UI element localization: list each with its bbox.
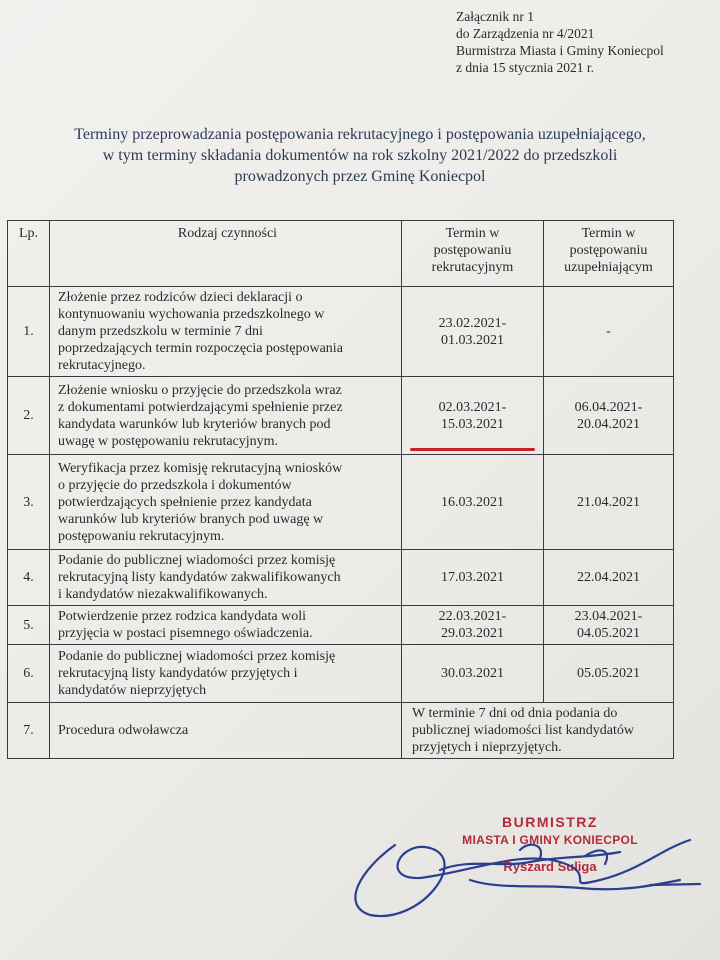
- term-line: publicznej wiadomości list kandydatów: [412, 723, 635, 738]
- table-row: [8, 287, 674, 377]
- row-term-recruitment: [402, 606, 544, 645]
- row-term-supplementary: [544, 455, 674, 550]
- stamp-name: Ryszard Suliga: [503, 859, 597, 874]
- row-activity: [50, 703, 402, 759]
- activity-line: warunków lub kryteriów branych pod uwagę w: [58, 511, 324, 527]
- row-term-recruitment: [402, 645, 544, 703]
- row-number: 1.: [8, 287, 50, 377]
- term-line: 23.04.2021-: [574, 609, 643, 624]
- term-line: przyjętych i nieprzyjętych.: [412, 740, 562, 755]
- term-line: -: [606, 324, 611, 339]
- attachment-note: [456, 8, 664, 76]
- row-number: 5.: [8, 606, 50, 645]
- header-lp: Lp.: [8, 221, 50, 287]
- title-line-2: w tym terminy składania dokumentów na rok szkolny 2021/2022 do przedszkoli: [102, 147, 618, 164]
- activity-line: z dokumentami potwierdzającymi spełnienie przez: [58, 399, 343, 415]
- activity-line: i kandydatów niezakwalifikowanych.: [58, 587, 268, 602]
- activity-line: postępowaniu rekrutacyjnym.: [58, 528, 225, 544]
- stamp-title: BURMISTRZ: [502, 814, 598, 830]
- activity-line: Potwierdzenie przez rodzica kandydata woli: [58, 609, 307, 624]
- table-row: [8, 455, 674, 550]
- stamp-subtitle: MIASTA I GMINY KONIECPOL: [462, 833, 638, 847]
- row-activity: [50, 287, 402, 377]
- row-number: 6.: [8, 645, 50, 703]
- row-term-supplementary: [544, 550, 674, 606]
- activity-line: kandydatów nieprzyjętych: [58, 683, 207, 698]
- row-activity: [50, 550, 402, 606]
- attachment-line-1: Załącznik nr 1: [456, 9, 534, 24]
- row-activity: [50, 455, 402, 550]
- header-activity: Rodzaj czynności: [50, 221, 402, 287]
- activity-line: Podanie do publicznej wiadomości przez komisję: [58, 649, 336, 664]
- row-term-merged: [402, 703, 674, 759]
- term-line: 05.05.2021: [577, 666, 640, 681]
- table-row: [8, 606, 674, 645]
- title-line-3: prowadzonych przez Gminę Koniecpol: [234, 168, 486, 185]
- row-term-recruitment: [402, 550, 544, 606]
- header-term2-line: Termin w: [581, 226, 636, 241]
- activity-line: o przyjęcie do przedszkola i dokumentów: [58, 477, 292, 493]
- activity-line: kandydata warunków lub kryteriów branych pod: [58, 416, 331, 432]
- term-line: 16.03.2021: [441, 494, 504, 510]
- row-number: 3.: [8, 455, 50, 550]
- red-highlight-underline: [410, 448, 535, 451]
- table-header-row: [8, 221, 674, 287]
- row-number: 4.: [8, 550, 50, 606]
- title-line-1: Terminy przeprowadzania postępowania rekrutacyjnego i postępowania uzupełniającego,: [74, 126, 646, 143]
- row-activity: [50, 606, 402, 645]
- header-term-recruitment: [402, 221, 544, 287]
- term-line: 21.04.2021: [577, 494, 640, 510]
- term-line: 01.03.2021: [441, 332, 504, 348]
- activity-line: rekrutacyjną listy kandydatów zakwalifikowanych: [58, 570, 341, 585]
- header-term-supplementary: [544, 221, 674, 287]
- term-line: 29.03.2021: [441, 626, 504, 641]
- term-line: 17.03.2021: [441, 570, 504, 585]
- row-term-supplementary: [544, 287, 674, 377]
- activity-line: Procedura odwoławcza: [58, 723, 189, 738]
- attachment-line-2: do Zarządzenia nr 4/2021: [456, 26, 595, 41]
- row-number: 2.: [8, 377, 50, 455]
- term-line: 22.03.2021-: [438, 609, 507, 624]
- term-line: W terminie 7 dni od dnia podania do: [412, 706, 618, 721]
- row-term-supplementary: [544, 377, 674, 455]
- activity-line: Weryfikacja przez komisję rekrutacyjną wniosków: [58, 460, 343, 476]
- term-line: 20.04.2021: [577, 416, 640, 432]
- attachment-line-3: Burmistrza Miasta i Gminy Koniecpol: [456, 43, 664, 58]
- document-title: [20, 124, 700, 187]
- activity-line: uwagę w postępowaniu rekrutacyjnym.: [58, 433, 279, 449]
- row-term-supplementary: [544, 606, 674, 645]
- row-term-recruitment: [402, 455, 544, 550]
- term-line: 06.04.2021-: [574, 399, 643, 415]
- row-activity: [50, 377, 402, 455]
- activity-line: kontynuowaniu wychowania przedszkolnego w: [58, 307, 325, 322]
- term-line: 30.03.2021: [441, 666, 504, 681]
- term-line: 02.03.2021-: [438, 399, 507, 415]
- term-line: 04.05.2021: [577, 626, 640, 641]
- activity-line: przyjęcia w postaci pisemnego oświadczenia.: [58, 626, 313, 641]
- attachment-line-4: z dnia 15 stycznia 2021 r.: [456, 60, 594, 75]
- activity-line: poprzedzających termin rozpoczęcia postępowania: [58, 341, 343, 356]
- table-row: [8, 550, 674, 606]
- activity-line: Złożenie wniosku o przyjęcie do przedszkola wraz: [58, 382, 342, 398]
- term-line: 22.04.2021: [577, 570, 640, 585]
- activity-line: Złożenie przez rodziców dzieci deklaracji o: [58, 290, 303, 305]
- row-term-recruitment: [402, 377, 544, 455]
- table-row: [8, 645, 674, 703]
- term-line: 23.02.2021-: [438, 315, 507, 331]
- header-term1-line: postępowaniu: [433, 243, 512, 258]
- header-term1-line: Termin w: [445, 226, 500, 241]
- row-term-recruitment: [402, 287, 544, 377]
- table-row: [8, 377, 674, 455]
- row-number: 7.: [8, 703, 50, 759]
- official-stamp: [450, 814, 650, 874]
- row-activity: [50, 645, 402, 703]
- table-row: [8, 703, 674, 759]
- schedule-table: [7, 220, 674, 759]
- activity-line: Podanie do publicznej wiadomości przez komisję: [58, 553, 336, 568]
- activity-line: rekrutacyjną listy kandydatów przyjętych i: [58, 666, 298, 681]
- header-term2-line: uzupełniającym: [564, 260, 653, 275]
- activity-line: danym przedszkolu w terminie 7 dni: [58, 324, 263, 339]
- term-line: 15.03.2021: [441, 416, 504, 432]
- activity-line: rekrutacyjnego.: [58, 358, 146, 373]
- activity-line: potwierdzających spełnienie przez kandydata: [58, 494, 312, 510]
- row-term-supplementary: [544, 645, 674, 703]
- header-term2-line: postępowaniu: [569, 243, 648, 258]
- header-term1-line: rekrutacyjnym: [431, 260, 514, 275]
